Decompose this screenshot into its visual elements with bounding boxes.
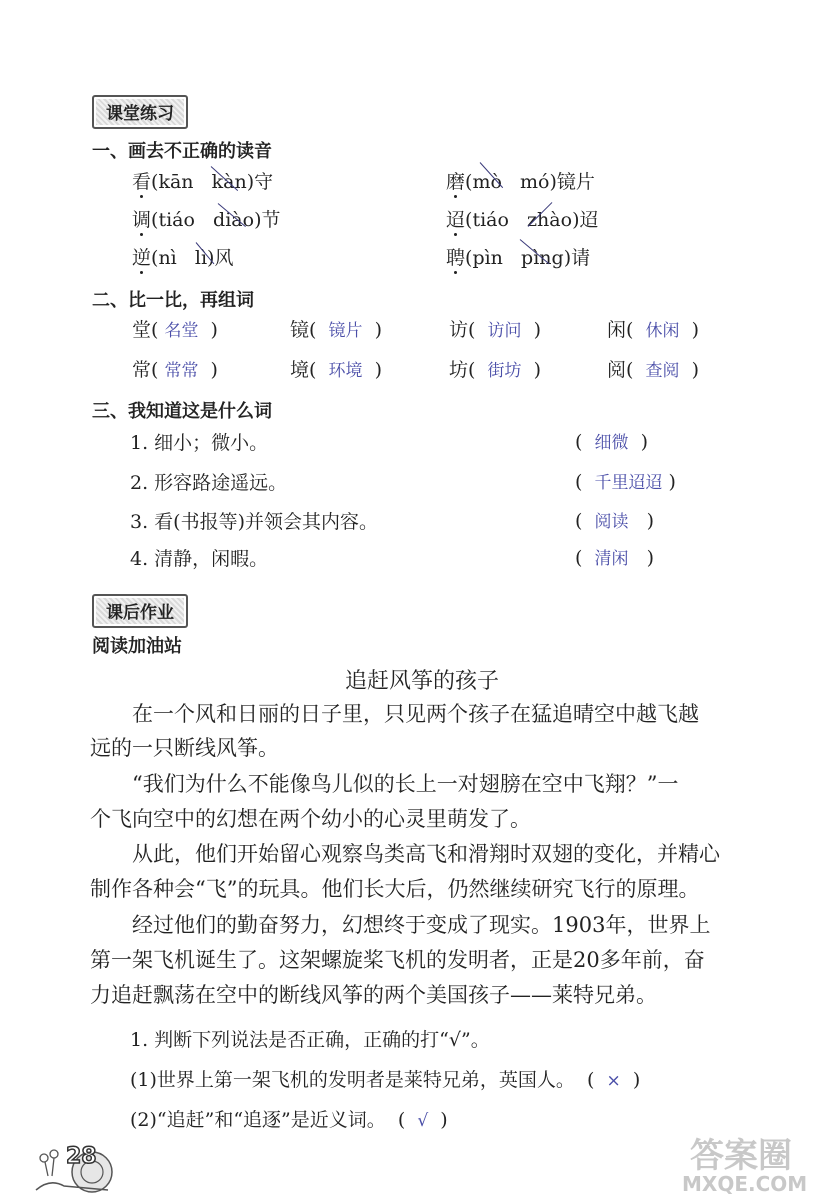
passage-line: 制作各种会“飞”的玩具。他们长大后，仍然继续研究飞行的原理。 [90,877,700,901]
answer-handwritten: 千里迢迢 [594,473,663,493]
word-item: 访( 访问 ) [449,319,542,341]
pinyin-item: 迢(tiáo zhào)迢 [446,209,599,231]
passage-line: 个飞向空中的幻想在两个幼小的心灵里萌发了。 [90,807,531,831]
answer-handwritten: 清闲 [594,549,629,569]
word-item: 坊( 街坊 ) [449,359,542,381]
answer-handwritten: 细微 [594,433,629,453]
answer-bracket: ( 阅读 ) [575,510,655,532]
passage-line: 在一个风和日丽的日子里，只见两个孩子在猛追晴空中越飞越 [132,702,699,726]
passage-line: 远的一只断线风筝。 [90,736,279,760]
reading-subheading: 阅读加油站 [92,636,182,657]
answer-handwritten: 镜片 [328,321,363,341]
word-item: 堂( 名堂 ) [132,319,218,341]
answer-handwritten: 街坊 [487,361,522,381]
answer-handwritten: 查阅 [645,361,680,381]
word-item: 常( 常常 ) [132,359,218,381]
definition-item: 3. 看(书报等)并领会其内容。 [130,511,378,533]
word-item: 镜( 镜片 ) [290,319,383,341]
answer-handwritten: × [606,1071,621,1091]
answer-handwritten: 阅读 [594,512,629,532]
section-label-homework: 课后作业 [92,594,188,628]
answer-handwritten: 环境 [328,361,363,381]
passage-line: 从此，他们开始留心观察鸟类高飞和滑翔时双翅的变化，并精心 [132,842,720,866]
page-number: 28 [66,1144,97,1169]
q3-heading: 三、我知道这是什么词 [92,401,272,422]
pinyin-item: 磨(mò mó)镜片 [446,171,595,193]
answer-handwritten: √ [417,1111,429,1131]
answer-bracket: ( 千里迢迢 ) [575,471,676,493]
word-item: 闲( 休闲 ) [607,319,700,341]
judgement-item: (2)“追赶”和“追逐”是近义词。 ( √ ) [130,1109,448,1131]
pinyin-item: 聘(pìn pìng)请 [446,247,591,269]
answer-bracket: ( 细微 ) [575,431,648,453]
passage-line: 力追赶飘荡在空中的断线风筝的两个美国孩子——莱特兄弟。 [90,983,657,1007]
word-item: 境( 环境 ) [290,359,383,381]
passage-line: 第一架飞机诞生了。这架螺旋桨飞机的发明者，正是20多年前，奋 [90,948,705,972]
pinyin-item: 看(kān kàn)守 [132,171,274,193]
definition-item: 4. 清静，闲暇。 [130,548,269,570]
passage-line: 经过他们的勤奋努力，幻想终于变成了现实。1903年，世界上 [132,913,711,937]
question-prompt: 1. 判断下列说法是否正确，正确的打“√”。 [130,1029,490,1051]
pinyin-item: 逆(nì lì)风 [132,247,234,269]
definition-item: 1. 细小；微小。 [130,432,269,454]
definition-item: 2. 形容路途遥远。 [130,472,288,494]
answer-handwritten: 休闲 [645,321,680,341]
watermark-logo: 答案圈 [690,1136,792,1176]
passage-line: “我们为什么不能像鸟儿似的长上一对翅膀在空中飞翔？”一 [132,772,679,796]
page-number-badge [30,1138,120,1198]
answer-handwritten: 名堂 [164,321,199,341]
q2-heading: 二、比一比，再组词 [92,290,254,311]
q1-heading: 一、画去不正确的读音 [92,141,272,162]
word-item: 阅( 查阅 ) [607,359,700,381]
answer-handwritten: 访问 [487,321,522,341]
watermark-url: MXQE.COM [682,1172,808,1196]
answer-bracket: ( 清闲 ) [575,547,655,569]
section-label-classroom: 课堂练习 [92,95,188,129]
judgement-item: (1)世界上第一架飞机的发明者是莱特兄弟，英国人。 ( × ) [130,1069,641,1091]
passage-title: 追赶风筝的孩子 [345,669,500,694]
answer-handwritten: 常常 [164,361,199,381]
pinyin-item: 调(tiáo diào)节 [132,209,281,231]
